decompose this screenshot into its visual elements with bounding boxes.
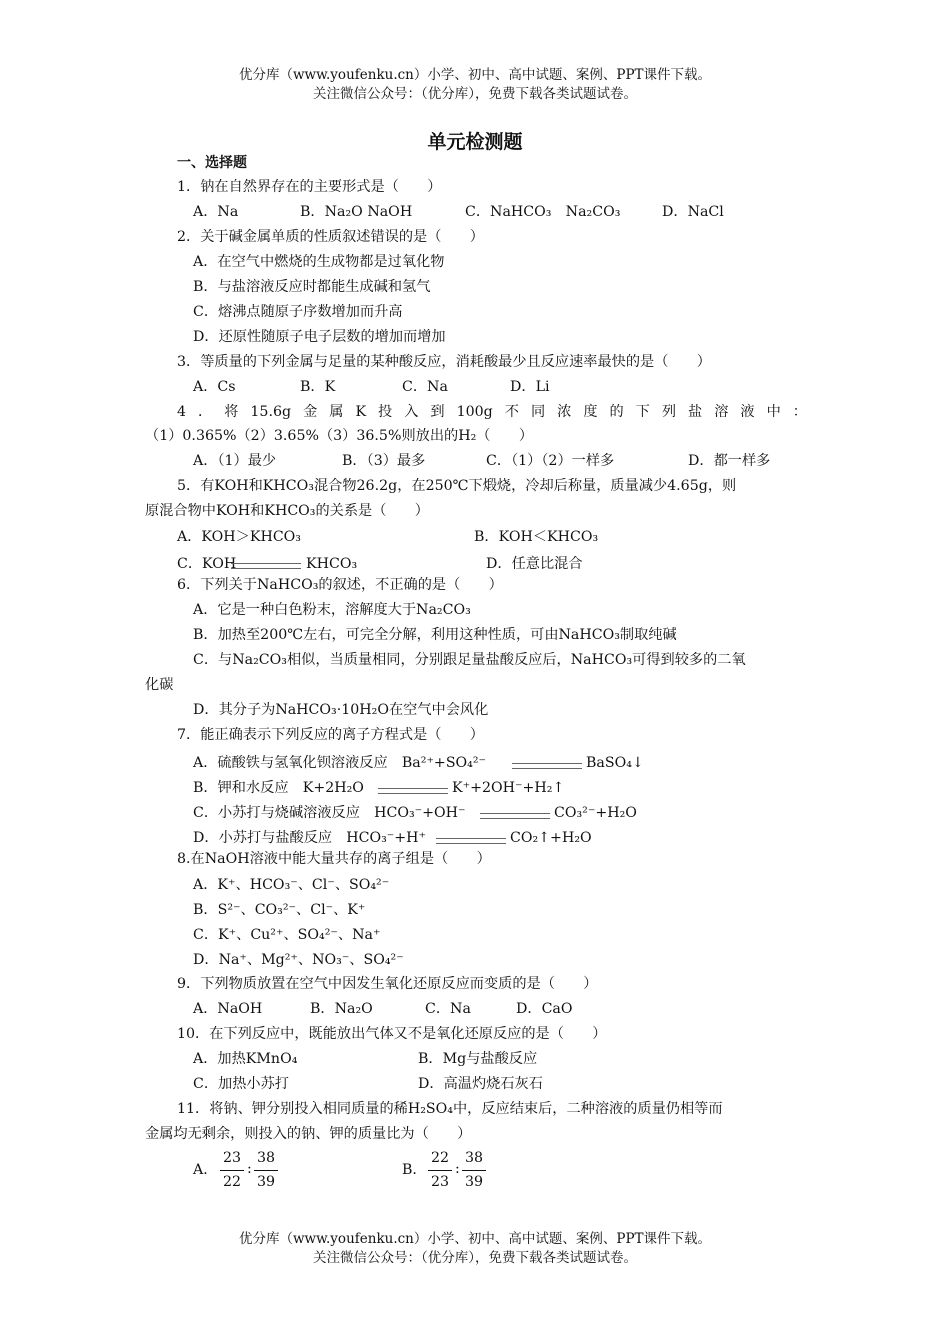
option-5c-right: KHCO₃ — [306, 556, 358, 572]
option-3b: B．K — [300, 379, 336, 395]
equals-sign — [512, 763, 582, 769]
option-7b-right: K⁺+2OH⁻+H₂↑ — [452, 780, 565, 796]
option-2a: A．在空气中燃烧的生成物都是过氧化物 — [193, 254, 445, 270]
question-5-line-1: 5．有KOH和KHCO₃混合物26.2g，在250℃下煅烧，冷却后称量，质量减少4.65g，则 — [177, 478, 737, 494]
option-8b: B．S²⁻、CO₃²⁻、Cl⁻、K⁺ — [193, 902, 366, 918]
question-3: 3．等质量的下列金属与足量的某种酸反应，消耗酸最少且反应速率最快的是（ ） — [177, 354, 711, 370]
question-6: 6．下列关于NaHCO₃的叙述，不正确的是（ ） — [177, 577, 503, 593]
question-8: 8.在NaOH溶液中能大量共存的离子组是（ ） — [177, 851, 491, 867]
option-7b-left: B．钾和水反应 K+2H₂O — [193, 780, 364, 796]
option-6c-line-1: C．与Na₂CO₃相似，当质量相同，分别跟足量盐酸反应后，NaHCO₃可得到较多的二氧 — [193, 652, 746, 668]
header-line-1: 优分库（www.youfenku.cn）小学、初中、高中试题、案例、PPT课件下载。 — [238, 67, 712, 83]
section-heading: 一、选择题 — [177, 155, 247, 171]
fraction-bar — [462, 1170, 486, 1171]
option-10c: C．加热小苏打 — [193, 1076, 289, 1092]
equals-sign — [480, 813, 550, 819]
option-5a: A．KOH＞KHCO₃ — [177, 529, 301, 545]
ratio-colon: : — [455, 1161, 460, 1177]
option-1a: A．Na — [193, 204, 239, 220]
option-7a-right: BaSO₄↓ — [586, 755, 644, 771]
equals-sign — [436, 838, 506, 844]
fraction-denominator: 22 — [222, 1174, 242, 1190]
page-title: 单元检测题 — [427, 131, 523, 153]
fraction-denominator: 39 — [464, 1174, 484, 1190]
fraction-bar — [428, 1170, 452, 1171]
question-10: 10．在下列反应中，既能放出气体又不是氧化还原反应的是（ ） — [177, 1026, 607, 1042]
option-8c: C．K⁺、Cu²⁺、SO₄²⁻、Na⁺ — [193, 927, 381, 943]
option-11a-label: A． — [193, 1162, 218, 1178]
option-6c-line-2: 化碳 — [145, 677, 174, 693]
fraction-numerator: 23 — [222, 1150, 242, 1166]
option-6b: B．加热至200℃左右，可完全分解，利用这种性质，可由NaHCO₃制取纯碱 — [193, 627, 677, 643]
option-4a: A．（1）最少 — [193, 453, 277, 469]
fraction-denominator: 23 — [430, 1174, 450, 1190]
option-10b: B．Mg与盐酸反应 — [418, 1051, 538, 1067]
question-1: 1．钠在自然界存在的主要形式是（ ） — [177, 179, 442, 195]
option-9b: B．Na₂O — [310, 1001, 373, 1017]
option-6a: A．它是一种白色粉末，溶解度大于Na₂CO₃ — [193, 602, 471, 618]
header-line-2: 关注微信公众号：（优分库），免费下载各类试题试卷。 — [313, 86, 637, 102]
option-5d: D．任意比混合 — [486, 556, 583, 572]
option-1c: C．NaHCO₃ Na₂CO₃ — [465, 204, 621, 220]
fraction-numerator: 38 — [256, 1150, 276, 1166]
option-3c: C．Na — [402, 379, 448, 395]
question-2: 2．关于碱金属单质的性质叙述错误的是（ ） — [177, 229, 484, 245]
fraction-numerator: 38 — [464, 1150, 484, 1166]
option-4d: D．都一样多 — [688, 453, 771, 469]
question-4-line-1: 4．将15.6g金属K投入到100g不同浓度的下列盐溶液中： — [177, 404, 807, 420]
option-3d: D．Li — [510, 379, 550, 395]
fraction-bar — [254, 1170, 278, 1171]
option-5b: B．KOH＜KHCO₃ — [474, 529, 599, 545]
ratio-colon: : — [247, 1161, 252, 1177]
option-9c: C．Na — [425, 1001, 471, 1017]
question-11-line-1: 11．将钠、钾分别投入相同质量的稀H₂SO₄中，反应结束后，二种溶液的质量仍相等而 — [177, 1101, 723, 1117]
option-10a: A．加热KMnO₄ — [193, 1051, 298, 1067]
option-7c-left: C．小苏打与烧碱溶液反应 HCO₃⁻+OH⁻ — [193, 805, 466, 821]
option-5c-left: C．KOH — [177, 556, 237, 572]
question-11-line-2: 金属均无剩余，则投入的钠、钾的质量比为（ ） — [145, 1126, 472, 1142]
equals-sign — [378, 788, 448, 794]
option-11b-label: B． — [402, 1162, 427, 1178]
fraction-numerator: 22 — [430, 1150, 450, 1166]
fraction-denominator: 39 — [256, 1174, 276, 1190]
option-9d: D．CaO — [516, 1001, 573, 1017]
option-3a: A．Cs — [193, 379, 236, 395]
fraction-bar — [220, 1170, 244, 1171]
question-9: 9．下列物质放置在空气中因发生氧化还原反应而变质的是（ ） — [177, 976, 598, 992]
option-7d-right: CO₂↑+H₂O — [510, 830, 592, 846]
option-1b: B．Na₂O NaOH — [300, 204, 413, 220]
option-6d: D．其分子为NaHCO₃·10H₂O在空气中会风化 — [193, 702, 489, 718]
question-5-line-2: 原混合物中KOH和KHCO₃的关系是（ ） — [145, 503, 429, 519]
option-2d: D．还原性随原子电子层数的增加而增加 — [193, 329, 446, 345]
question-7: 7．能正确表示下列反应的离子方程式是（ ） — [177, 727, 484, 743]
option-7a-left: A．硫酸铁与氢氧化钡溶液反应 Ba²⁺+SO₄²⁻ — [193, 755, 487, 771]
option-4c: C．（1）（2）一样多 — [486, 453, 615, 469]
option-1d: D．NaCl — [662, 204, 724, 220]
footer-line-1: 优分库（www.youfenku.cn）小学、初中、高中试题、案例、PPT课件下载。 — [238, 1231, 712, 1247]
question-4-line-2: （1）0.365%（2）3.65%（3）36.5%则放出的H₂（ ） — [145, 428, 534, 444]
option-7c-right: CO₃²⁻+H₂O — [554, 805, 637, 821]
option-7d-left: D．小苏打与盐酸反应 HCO₃⁻+H⁺ — [193, 830, 427, 846]
option-10d: D．高温灼烧石灰石 — [418, 1076, 543, 1092]
footer-line-2: 关注微信公众号：（优分库），免费下载各类试题试卷。 — [313, 1250, 637, 1266]
option-8a: A．K⁺、HCO₃⁻、Cl⁻、SO₄²⁻ — [193, 877, 390, 893]
option-2c: C．熔沸点随原子序数增加而升高 — [193, 304, 403, 320]
option-8d: D．Na⁺、Mg²⁺、NO₃⁻、SO₄²⁻ — [193, 952, 404, 968]
option-2b: B．与盐溶液反应时都能生成碱和氢气 — [193, 279, 431, 295]
option-9a: A．NaOH — [193, 1001, 263, 1017]
option-4b: B．（3）最多 — [342, 453, 426, 469]
equals-sign — [231, 563, 301, 569]
